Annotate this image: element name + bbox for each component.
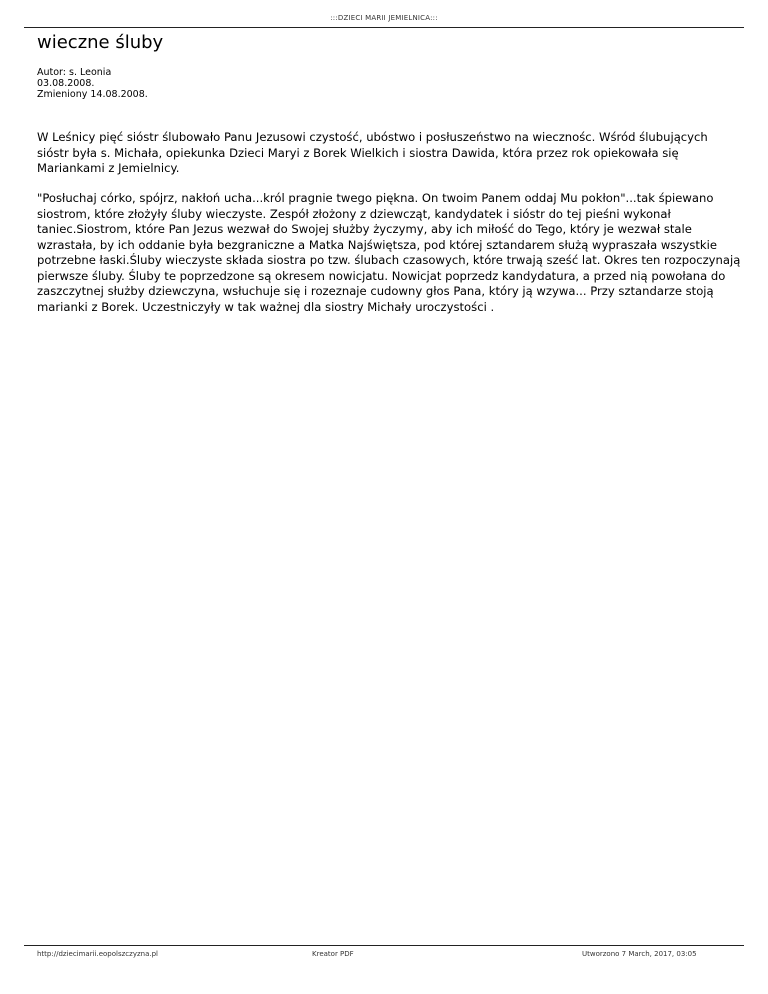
site-header-title: :::DZIECI MARII JEMIELNICA:::: [330, 14, 438, 22]
footer-url[interactable]: http://dziecimarii.eopolszczyzna.pl: [37, 950, 158, 958]
header-divider: [24, 27, 744, 28]
article-paragraph-2: "Posłuchaj córko, spójrz, nakłoń ucha...król pragnie twego piękna. On twoim Panem oddaj Mu pokłon"...tak śpiewano siostrom, które złożyły śluby wieczyste. Zespół złożony z dziewcząt, kandydatek i sióstr do tej pieśni wykonał taniec.Siostrom, które Pan Jezus wezwał do Swojej służby życzymy, aby ich miłość do Tego, który je wezwał stale wzrastała, by ich oddanie była bezgraniczne a Matka Najświętsza, pod której sztandarem służą wypraszała wszystkie potrzebne łaski.Śluby wieczyste składa siostra po tzw. ślubach czasowych, które trwają sześć lat. Okres ten rozpoczynają pierwsze śluby. Śluby te poprzedzone są okresem nowicjatu. Nowicjat poprzedz kandydatura, a przed nią powołana do zaszczytnej służby dziewczyna, wsłuchuje się i rozeznaje cudowny głos Pana, który ją wzywa... Przy sztandarze stoją marianki z Borek. Uczestniczyły w tak ważnej dla siostry Michały uroczystości .: [37, 191, 741, 314]
footer-generator: Kreator PDF: [312, 950, 354, 958]
modified-date: Zmieniony 14.08.2008.: [37, 89, 148, 100]
footer-created-date: Utworzono 7 March, 2017, 03:05: [582, 950, 697, 958]
footer-divider: [24, 945, 744, 946]
author-line: Autor: s. Leonia: [37, 67, 112, 78]
publish-date: 03.08.2008.: [37, 78, 95, 89]
article-paragraph-1: W Leśnicy pięć sióstr ślubowało Panu Jezusowi czystość, ubóstwo i posłuszeństwo na wiecznośc. Wśród ślubujących sióstr była s. Michała, opiekunka Dzieci Maryi z Borek Wielkich i siostra Dawida, która przez rok opiekowała się Mariankami z Jemielnicy.: [37, 130, 708, 175]
article-meta: [37, 67, 148, 100]
article-title: wieczne śluby: [37, 32, 164, 53]
